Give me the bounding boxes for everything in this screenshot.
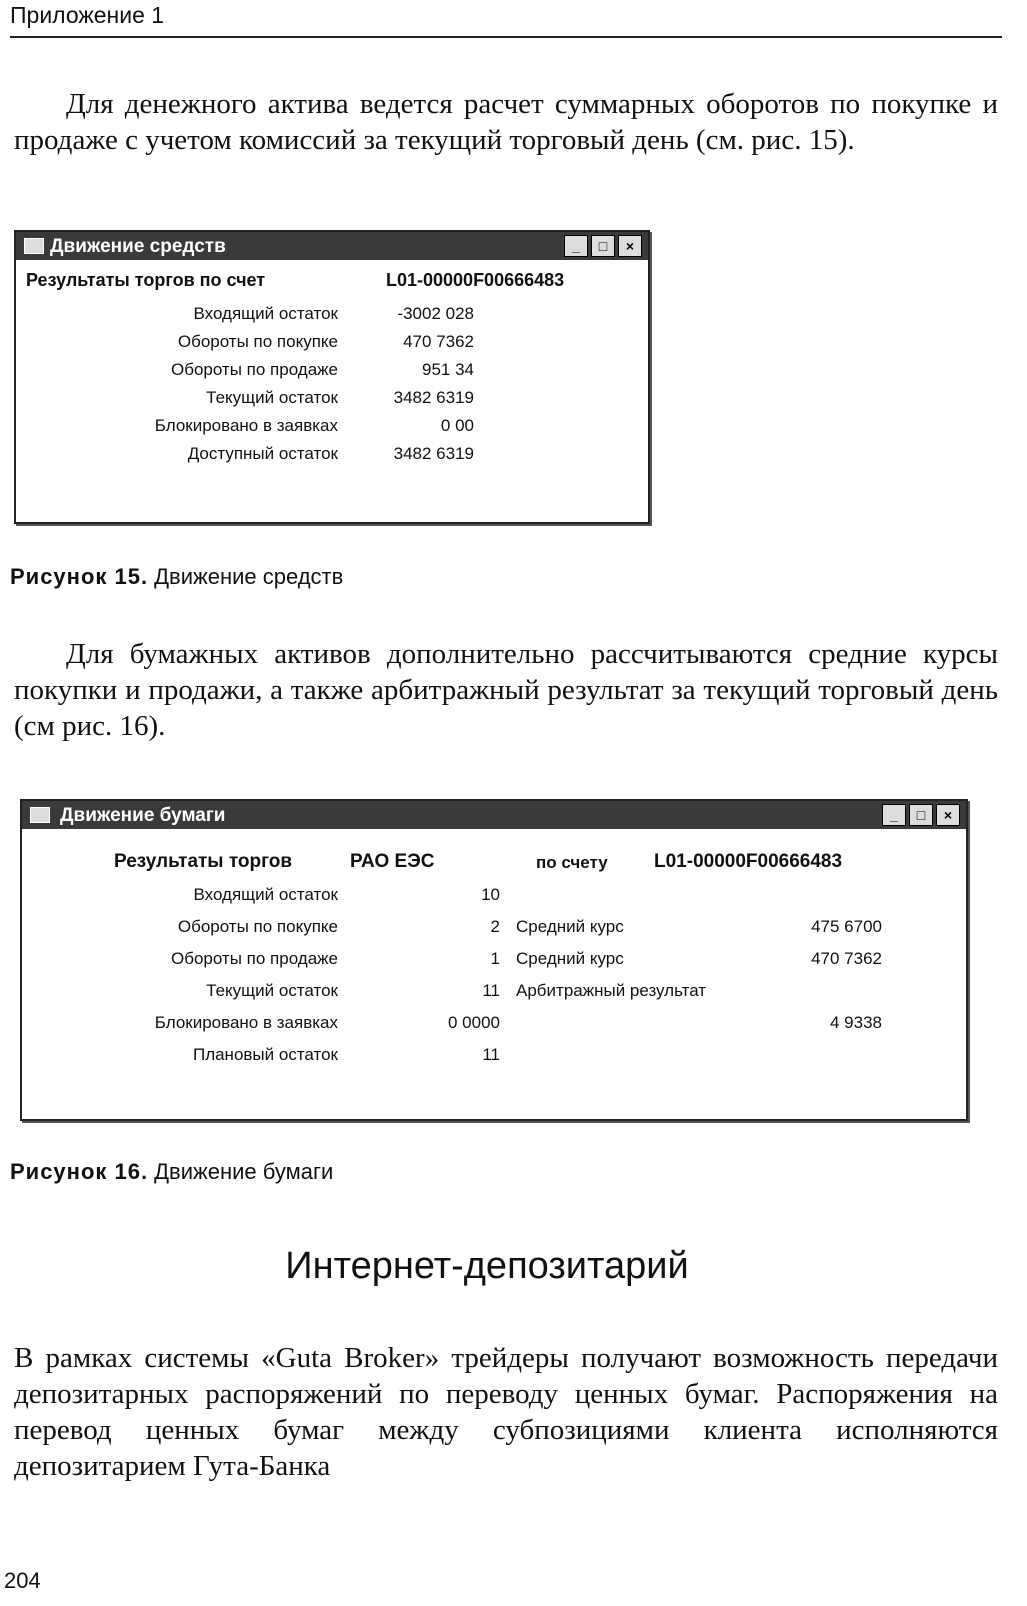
row-extra-label: Средний курс xyxy=(516,949,624,968)
row-label: Обороты по покупке xyxy=(177,332,338,351)
row-label: Обороты по продаже xyxy=(170,949,338,968)
window-titlebar xyxy=(16,232,648,260)
paragraph-2 xyxy=(14,636,998,744)
caption-text: Движение средств xyxy=(154,564,344,589)
row-value: 3482 6319 xyxy=(393,388,474,407)
row-value: 2 xyxy=(490,917,500,936)
row-label: Обороты по продаже xyxy=(170,360,338,379)
row-value: 951 34 xyxy=(422,360,474,379)
paragraph-2-text: Для бумажных активов дополнительно рассчитываются средние курсы покупки и продажи, а также арбитражный результат за текущий торговый день (см рис. 16). xyxy=(14,638,998,742)
row-label: Текущий остаток xyxy=(206,981,338,1000)
window-body xyxy=(16,260,648,518)
row-label: Блокировано в заявках xyxy=(154,416,338,435)
results-heading: Результаты торгов xyxy=(114,851,293,872)
caption-number: Рисунок 16. xyxy=(10,1159,149,1184)
row-value: 0 0000 xyxy=(448,1013,500,1032)
row-label: Входящий остаток xyxy=(193,885,338,904)
section-title: Интернет-депозитарий xyxy=(285,1245,689,1287)
header-rule xyxy=(10,36,1002,38)
window-title: Движение средств xyxy=(50,236,226,257)
row-extra-label: Средний курс xyxy=(516,917,624,936)
security-name: РАО ЕЭС xyxy=(350,851,435,872)
row-label: Входящий остаток xyxy=(193,304,338,323)
row-value: 470 7362 xyxy=(403,332,474,351)
close-icon[interactable]: × xyxy=(618,235,642,257)
security-movement-window xyxy=(20,799,968,1121)
row-label: Доступный остаток xyxy=(187,444,338,463)
paragraph-3-text: В рамках системы «Guta Broker» трейдеры получают возможность передачи депозитарных распоряжений по переводу ценных бумаг. Распоряжения на перевод ценных бумаг между субпозициями клиента исполняются депозитарием Гута-Банка xyxy=(14,1342,998,1482)
maximize-icon[interactable]: □ xyxy=(591,235,615,257)
running-header: Приложение 1 xyxy=(10,2,165,28)
window-app-icon xyxy=(24,238,44,254)
row-extra-value: 4 9338 xyxy=(830,1013,882,1032)
minimize-icon[interactable]: _ xyxy=(882,804,906,826)
row-value: 11 xyxy=(482,981,500,1000)
window-body xyxy=(22,829,966,1115)
row-label: Плановый остаток xyxy=(192,1045,338,1064)
figure-15-caption xyxy=(10,564,343,590)
account-number: L01-00000F00666483 xyxy=(654,851,843,872)
window-app-icon xyxy=(30,807,50,823)
row-label: Обороты по покупке xyxy=(177,917,338,936)
results-heading: Результаты торгов по счет xyxy=(26,270,266,290)
row-value: 1 xyxy=(490,949,500,968)
row-value: 0 00 xyxy=(440,416,474,435)
row-value: 10 xyxy=(481,885,500,904)
row-label: Текущий остаток xyxy=(206,388,338,407)
paragraph-1-text: Для денежного актива ведется расчет суммарных оборотов по покупке и продаже с учетом комиссий за текущий торговый день (см. рис. 15). xyxy=(14,88,998,156)
paragraph-1 xyxy=(14,86,998,158)
account-label: по счету xyxy=(536,853,608,872)
row-extra-value: 475 6700 xyxy=(811,917,882,936)
minimize-icon[interactable]: _ xyxy=(564,235,588,257)
close-icon[interactable]: × xyxy=(936,804,960,826)
row-value: 11 xyxy=(482,1045,500,1064)
row-extra-value: 470 7362 xyxy=(811,949,882,968)
row-value: 3482 6319 xyxy=(393,444,474,463)
window-title: Движение бумаги xyxy=(60,805,226,826)
paragraph-3 xyxy=(14,1340,998,1484)
row-label: Блокировано в заявках xyxy=(154,1013,338,1032)
maximize-icon[interactable]: □ xyxy=(909,804,933,826)
account-number: L01-00000F00666483 xyxy=(386,270,565,290)
funds-movement-window xyxy=(14,230,650,524)
caption-text: Движение бумаги xyxy=(154,1159,334,1184)
window-titlebar xyxy=(22,801,966,829)
caption-number: Рисунок 15. xyxy=(10,564,149,589)
row-value: -3002 028 xyxy=(397,304,474,323)
page-number: 204 xyxy=(4,1568,41,1593)
figure-16-caption xyxy=(10,1159,333,1185)
row-extra-label: Арбитражный результат xyxy=(516,981,707,1000)
